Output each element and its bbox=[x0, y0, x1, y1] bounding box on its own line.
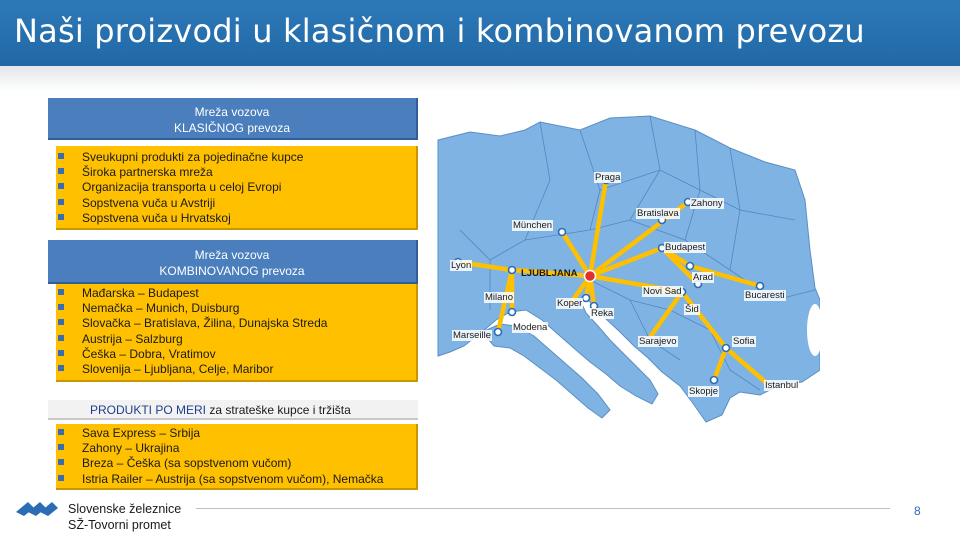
kombinovani-header bbox=[48, 240, 418, 284]
po-meri-title-rest: za strateške kupce i tržišta bbox=[206, 403, 351, 417]
list-item: Breza – Češka (sa sopstvenom vučom) bbox=[56, 456, 416, 471]
city-marseille: Marseille bbox=[453, 330, 492, 341]
title-bar bbox=[0, 0, 960, 66]
list-item: Organizacija transporta u celoj Evropi bbox=[56, 180, 416, 195]
list-item: Slovenija – Ljubljana, Celje, Maribor bbox=[56, 362, 416, 377]
city-praga: Praga bbox=[595, 172, 621, 183]
list-item: Sopstvena vuča u Hrvatskoj bbox=[56, 211, 416, 226]
po-meri-title-strong: PRODUKTI PO MERI bbox=[90, 403, 207, 417]
node-sofia bbox=[723, 345, 730, 352]
list-item: Nemačka – Munich, Duisburg bbox=[56, 301, 416, 316]
list-item: Zahony – Ukrajina bbox=[56, 441, 416, 456]
node-koper bbox=[583, 295, 590, 302]
klasicni-header-line1: Mreža vozova bbox=[194, 105, 270, 119]
city-reka: Reka bbox=[591, 308, 614, 319]
city-modena: Modena bbox=[513, 322, 548, 333]
list-item: Istria Railer – Austrija (sa sopstvenom vučom), Nemačka bbox=[56, 472, 416, 487]
city-milano: Milano bbox=[485, 292, 513, 303]
city-skopje: Skopje bbox=[689, 386, 719, 397]
node-modena bbox=[509, 309, 516, 316]
klasicni-box bbox=[56, 146, 418, 230]
list-item: Austrija – Salzburg bbox=[56, 332, 416, 347]
klasicni-list bbox=[56, 150, 416, 226]
kombinovani-list bbox=[56, 286, 416, 377]
city-sid: Šid bbox=[685, 304, 699, 315]
city-budapest: Budapest bbox=[665, 242, 706, 253]
footer-divider bbox=[196, 508, 890, 509]
node-milano bbox=[509, 267, 516, 274]
page-number: 8 bbox=[914, 504, 921, 518]
company-logo bbox=[14, 496, 182, 532]
node-arad bbox=[687, 263, 694, 270]
map-svg bbox=[430, 100, 820, 430]
node-skopje bbox=[711, 377, 718, 384]
list-item: Češka – Dobra, Vratimov bbox=[56, 347, 416, 362]
city-bratislava: Bratislava bbox=[637, 208, 679, 219]
po-meri-box bbox=[56, 424, 418, 490]
city-ljubljana: LJUBLJANA bbox=[521, 268, 578, 279]
kombinovani-box bbox=[56, 284, 418, 382]
node-marseille bbox=[495, 329, 502, 336]
slide-title: Naši proizvodi u klasičnom i kombinovanom prevozu bbox=[14, 12, 865, 50]
city-munchen: München bbox=[513, 220, 553, 231]
company-division: SŽ-Tovorni promet bbox=[68, 518, 171, 532]
list-item: Sopstvena vuča u Avstriji bbox=[56, 196, 416, 211]
list-item: Široka partnerska mreža bbox=[56, 165, 416, 180]
node-ljubljana-hub bbox=[585, 271, 596, 282]
sz-logo-icon bbox=[14, 496, 64, 522]
city-novi-sad: Novi Sad bbox=[643, 286, 682, 297]
kombinovani-header-line2: KOMBINOVANOG prevoza bbox=[159, 264, 305, 278]
city-sarajevo: Sarajevo bbox=[639, 336, 677, 347]
po-meri-list bbox=[56, 426, 416, 487]
klasicni-header-line2: KLASIČNOG prevoza bbox=[173, 121, 291, 135]
po-meri-header bbox=[48, 400, 418, 420]
city-bucaresti: Bucaresti bbox=[745, 290, 785, 301]
city-koper: Koper bbox=[557, 298, 583, 309]
city-istanbul: Istanbul bbox=[765, 380, 799, 391]
list-item: Slovačka – Bratislava, Žilina, Dunajska Streda bbox=[56, 316, 416, 331]
list-item: Sava Express – Srbija bbox=[56, 426, 416, 441]
city-lyon: Lyon bbox=[451, 260, 472, 271]
list-item: Mađarska – Budapest bbox=[56, 286, 416, 301]
company-name: Slovenske železnice bbox=[68, 502, 182, 516]
klasicni-header bbox=[48, 98, 418, 140]
city-sofia: Sofia bbox=[733, 336, 755, 347]
kombinovani-header-line1: Mreža vozova bbox=[194, 248, 270, 262]
city-zahony: Zahony bbox=[691, 198, 723, 209]
node-bucaresti bbox=[757, 283, 764, 290]
route-map bbox=[430, 100, 820, 430]
list-item: Sveukupni produkti za pojedinačne kupce bbox=[56, 150, 416, 165]
node-munchen bbox=[559, 229, 566, 236]
city-arad: Arad bbox=[693, 272, 714, 283]
title-shade bbox=[0, 66, 960, 92]
